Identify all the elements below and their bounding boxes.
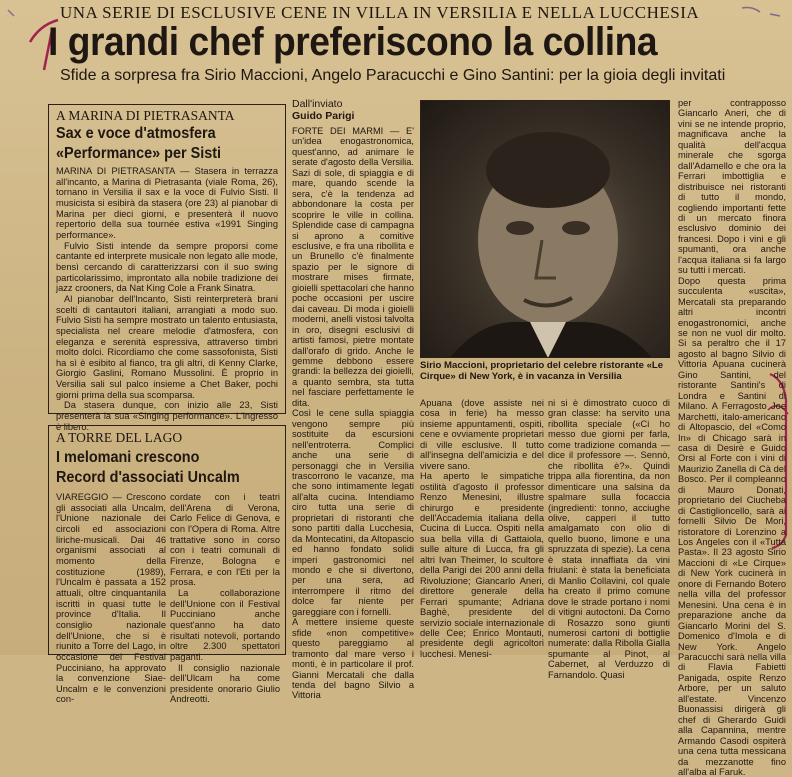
sidebar-bottom-col-1 [56, 492, 166, 705]
paragraph: A mettere insieme queste sfide «non competitive» questo pareggiamo al tramonto dal mare verso i monti, è in particolare il prof. Gianni Mercatali che dalla tenda del bagno Silvio a Vittoria [292, 617, 414, 701]
sidebar-bottom-label: A TORRE DEL LAGO [56, 430, 183, 445]
article-subtitle: Sfide a sorpresa fra Sirio Maccioni, Angelo Paracucchi e Gino Santini: per la gioia degli invitati [60, 67, 726, 84]
paragraph: cordate con i teatri dell'Arena di Verona, Carlo Felice di Genova, e con l'Opera di Roma. Altre trattative sono in corso con i teatri comunali di Firenze, Bologna e Ferrara, e con l'Eti per la prosa. [170, 492, 280, 588]
sidebar-bottom-headline-2: Record d'associati Uncalm [56, 469, 240, 486]
photo-caption-text: Sirio Maccioni, proprietario del celebre ristorante «Le Cirque» di New York, è in vacanza in Versilia [420, 360, 664, 382]
sidebar-top-body [56, 166, 278, 432]
paragraph: Ha aperto le simpatiche ostilità d'agosto il professor Renzo Menesini, illustre chirurgo e presidente dell'Accademia italiana della Cucina di Lucca. Ospiti nella sua bella villa di Gattaiola, sulle alture di Lucca, fra gli altri Ivan Theimer, lo scultore della Parigi dei 200 anni della Rivoluzione; Giancarlo Aneri, direttore generale della Ferrari spumante; Adriana Baghè, presidente del servizio sociale internazionale delle Cee; Enrico Montauti, presidente degli agricoltori lucchesi. Menesi- [420, 471, 544, 659]
paragraph: La collaborazione dell'Unione con il Festival Pucciniano anche quest'anno ha dato risultati notevoli, portando oltre 2.300 spettatori paganti. [170, 587, 280, 662]
paragraph: FORTE DEI MARMI — E' un'idea enogastronomica, quest'anno, ad animare le serate d'agosto della Versilia. Sazi di sole, di spiaggia e di mare, quando scende la sera, c'è la tendenza ad abbondonare la costa per scoprire le ville in collina. Splendide case di campagna si aprono a comitive esclusive, e fra una ribollita e un Brunello c'è finalmente spazio per le signore di mostrare mises firmate, gioielli spettacolari che hanno poche occasioni per uscire dai caveau. Di moda i gioielli moderni, anelli vistosi talvolta in oro, disegni esclusivi di artisti famosi, pietre montate dall'orafo di grido. Anche le gemme debbono essere grandi: la bellezza dei gioielli, a quanto sembra, sta tutta nel fasciare perfettamente le dita. [292, 126, 414, 408]
article-headline: I grandi chef preferiscono la collina [48, 20, 658, 64]
photo-caption [420, 360, 670, 382]
sidebar-bottom-headline-1: I melomani crescono [56, 449, 200, 466]
paragraph: VIAREGGIO — Crescono gli associati alla Uncalm, l'Unione nazionale dei circoli ed associazioni liriche-musicali. Dai 46 organismi associati al momento della costituzione (1989), l'Uncalm è passata a 152 attuali, oltre cinquantanila iscritti in quasi tutte le province d'Italia. Il consiglio nazionale dell'Unione, che si è riunito a Torre del Lago, in occasione del Festival Pucciniano, ha approvato la convenzione Siae-Uncalm e le convenzioni con- [56, 492, 166, 705]
byline-label: Dall'inviato [292, 98, 343, 110]
paragraph: ni si è dimostrato cuoco di gran classe: ha servito una ribollita speciale («Ci ho messo due giorni per farla, come tradizione comanda — dice il professore —. Sennò, che ribollita è?». Quindi trippa alla fiorentina, da non dimenticare una salsina da spalmare sulla focaccia (ingredienti: tonno, acciughe olive, capperi il tutto amalgamato con olio di quello buono, limone e una spruzzata di spezie). La cena è stata innaffiata da vini friulani: è stata la beneficiata di Manlio Collavini, col quale ha creato il primo comune dove le strade portano i nomi di vitigni autoctoni. Da Corno di Rosazzo sono giunti numerosi cartoni di bottiglie numerate: dalla Ribolla Gialla spumante al Pinot, al Cabernet, al Verduzzo di Farnandolo. Quasi [548, 398, 670, 680]
byline-name: Guido Parigi [292, 110, 355, 122]
main-col-1 [292, 126, 414, 701]
paragraph: Così le cene sulla spiaggia vengono sempre più sostituite da escursioni nell'entroterra. Complici anche una serie di personaggi che in Versilia trascorrono le vacanze, ma che sono intimamente legati all'alta cucina. Intendiamo ciro tutta una serie di proprietari di ristoranti che sono partiti dalla Lucchesia, da Montecatini, da Altopascio ed hanno fondato solidi imperi gastronomici nel mondo e che si divertono, per una sera, ad interrompere il ritmo del dolce far niente per gareggiare con i fornelli. [292, 408, 414, 617]
paragraph: Da stasera dunque, con inizio alle 23, Sisti presenterà la sua «Singing performance». L'ingresso è libero. [56, 400, 278, 432]
paragraph: Al pianobar dell'Incanto, Sisti reinterpreterà brani scelti di cantautori italiani, arrangiati a modo suo. Fulvio Sisti ha sempre mostrato un talento entusiasta, specialista nel creare melodie d'atmosfera, con eleganza e serenità espressiva, attraverso timbri molto dolci. Ricordiamo che come sassofonista, Sisti ha sì è esibito al fianco, tra gli altri, di Kenny Clarke, Giorgio Gaslini, Romano Mussolini. È proprio in Versilia sali sul palco insieme a Chet Baker, pochi giorni prima della sua scomparsa. [56, 293, 278, 400]
paragraph: Il consiglio nazionale dell'Ulcam ha come presidente onorario Giulio Andreotti. [170, 662, 280, 705]
sidebar-top-headline-1: Sax e voce d'atmosfera [56, 125, 216, 142]
paragraph: Apuana (dove assiste nei cosa in ferie) ha messo insieme appuntamenti, ospiti, cene e ovviamente proprietari di ville esclusive. Il tutto all'insegna dell'amicizia e del vivere sano. [420, 398, 544, 471]
paragraph: Fulvio Sisti intende da sempre proporsi come cantante ed interprete musicale non legato alle mode, bensì cercando di caratterizzarsi con il suo swing particolarissimo, improntato alla nobile tradizione dei jazz crooners, da Nat King Cole a Frank Sinatra. [56, 240, 278, 294]
main-col-4 [678, 98, 786, 777]
sidebar-top-headline-2: «Performance» per Sisti [56, 145, 222, 162]
paragraph: Dopo questa prima succulenta «uscita», Mercatali sta preparando altri incontri enogastronomici, anche se non ne vuol dir molto. Si sa peraltro che il 17 agosto al bagno Silvio di Vittoria Apuana cucinerà Gino Santini, del ristorante Santini's di Londra e Santini di Milano. A Ferragosto Joe Marchetti, italo-americano di Altopascio, del «Como In» di Chicago sarà in casa di Desirè e Guido Orsi al Forte con i vini di Maurizio Zanella di Cà del Bosco. Per il compleanno di Mauro Donati, proprietario del Ciucheba di Castiglioncello, sarà ai fornelli Silvio De Mori, ristoratore di Lorenzino a Los Angeles con il «Tutta Pasta». Il 23 agosto Sirio Maccioni di «Le Cirque» di New York cucinerà in onore di Fernando Botero nella villa del professor Menesini. Una cena è in preparazione anche da Giancarlo Morini del S. Domenico d'Imola e di New York. Angelo Paracucchi sarà nella villa di Flavia Fabietti Panigada, ospite Renzo Arbore, per un saluto all'estate. Vincenzo Buonassisi dirigerà gli chef di Gherardo Guidi alla Capannina, mentre Armando Casodi ospiterà una cena tutta messicana da mezzanotte fino all'alba al Faruk. [678, 275, 786, 777]
photo-frame [420, 100, 670, 358]
paragraph: MARINA DI PIETRASANTA — Stasera in terrazza all'incanto, a Marina di Pietrasanta (viale Roma, 26), tornano in Versilia il sax e la voce di Fulvio Sisti. Il musicista si esibirà da stasera (ore 23) al pianobar di Marina per dieci giorni, e presenterà il nuovo repertorio della sua tournée estiva «1991 Singing performance». [56, 166, 278, 240]
main-col-2 [420, 398, 544, 659]
article-kicker: UNA SERIE DI ESCLUSIVE CENE IN VILLA IN VERSILIA E NELLA LUCCHESIA [60, 3, 700, 22]
main-col-3 [548, 398, 670, 680]
paragraph: per contrapposso Giancarlo Aneri, che di vini se ne intende proprio, magnificava anche la qualità dell'acqua minerale che sgorga dall'Adamello e che ora la Ferrari imbottiglia e distribuisce nei ristoranti di tutto il mondo, cogliendo importanti fette di un mercato finora esclusivo dominio dei francesi. Dopo i vini e gli spumanti, ora anche l'acqua italiana si fa largo su tutti i mercati. [678, 98, 786, 276]
sidebar-bottom-col-2 [170, 492, 280, 705]
sidebar-top-label: A MARINA DI PIETRASANTA [56, 108, 235, 123]
